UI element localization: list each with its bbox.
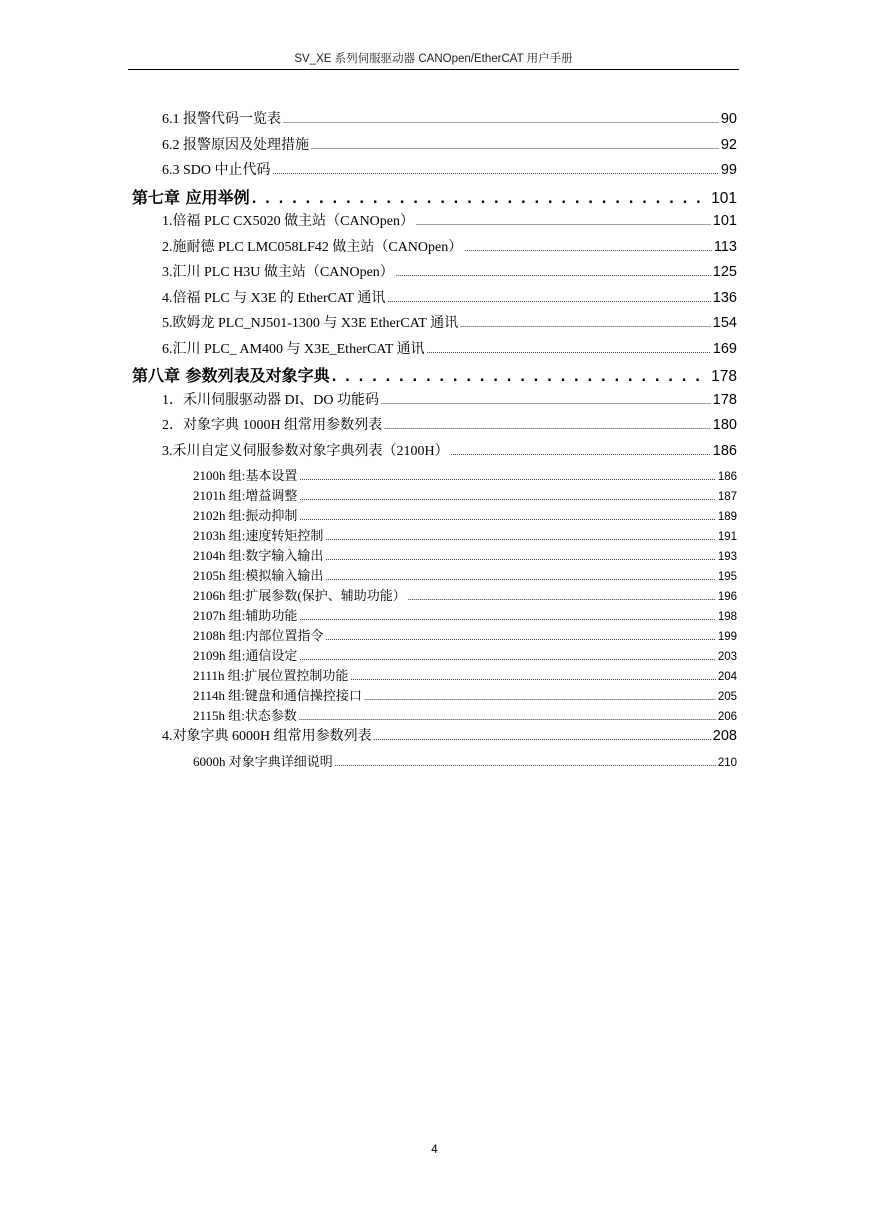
toc-entry-page: 92 [720,136,737,153]
toc-leader-dots [335,759,716,768]
toc-entry-title: 6.3 SDO 中止代码 [162,163,271,178]
toc-leader-dots [299,613,715,622]
toc-entry-page: 90 [720,111,737,127]
toc-leader-dots [451,448,711,457]
toc-entry-page: 180 [712,417,737,433]
toc-entry-page: 99 [720,162,737,178]
toc-entry-title: 2102h 组:振动抑制 [193,508,298,523]
toc-leader-dots [299,653,715,662]
toc-leader-dots [273,167,719,176]
toc-entry[interactable] [132,525,737,545]
toc-leader-dots [416,218,711,227]
toc-entry-page: 191 [717,531,737,543]
toc-leader-dots [325,533,715,542]
toc-leader-dots [325,553,715,562]
toc-entry-title: 2103h 组:速度转矩控制 [193,528,324,543]
toc-entry-title: 6000h 对象字典详细说明 [193,753,333,769]
toc-entry-page: 101 [712,213,737,229]
toc-leader-dots [299,493,715,502]
toc-entry-title: 2106h 组:扩展参数(保护、辅助功能） [193,588,406,603]
toc-entry[interactable] [132,625,737,645]
toc-entry-page: 210 [717,756,737,769]
toc-entry[interactable] [132,134,737,160]
toc-leader-dots [299,513,715,522]
toc-entry[interactable] [132,645,737,665]
toc-leader-dots [283,116,719,125]
toc-entry-page: 193 [717,551,737,563]
toc-entry-page: 189 [717,511,737,523]
toc-entry[interactable] [132,685,737,705]
toc-leader-dots [460,320,711,329]
toc-entry[interactable] [132,705,737,725]
toc-entry[interactable] [132,605,737,625]
toc-entry-title: 2114h 组:键盘和通信操控接口 [193,688,362,703]
toc-entry-page: 206 [717,711,737,723]
toc-entry-title: 4.对象字典 6000H 组常用参数列表 [162,729,372,744]
toc-entry-title: 第七章 应用举例 [132,187,250,207]
page-number: 4 [431,1144,438,1156]
header-divider [128,69,739,70]
toc-entry-page: 196 [717,591,737,603]
toc-entry[interactable] [132,565,737,585]
toc-entry-title: 2.施耐德 PLC LMC058LF42 做主站（CANOpen） [162,239,463,255]
toc-entry[interactable] [132,389,737,415]
toc-entry-title: 2．对象字典 1000H 组常用参数列表 [162,418,383,433]
toc-leader-dots [299,473,715,482]
toc-entry[interactable] [132,725,737,751]
toc-entry-title: 1.倍福 PLC CX5020 做主站（CANOpen） [162,214,415,229]
toc-entry-page: 198 [717,611,737,623]
toc-entry[interactable] [132,159,737,185]
page-header: SV_XE 系列伺服驱动器 CANOpen/EtherCAT 用户手册 [294,53,573,65]
toc-entry-page: 169 [712,340,737,357]
toc-entry-title: 第八章 参数列表及对象字典 [132,366,330,385]
toc-leader-dots [464,244,712,253]
toc-entry-title: 1．禾川伺服驱动器 DI、DO 功能码 [162,392,379,408]
toc-entry[interactable] [132,414,737,440]
toc-entry-page: 208 [712,728,737,744]
toc-entry[interactable] [132,665,737,685]
toc-entry-title: 5.欧姆龙 PLC_NJ501-1300 与 X3E EtherCAT 通讯 [162,316,459,331]
toc-chapter-entry[interactable] [132,363,737,389]
toc-leader-dots [387,295,710,304]
toc-entry[interactable] [132,485,737,505]
toc-leader-dots [332,370,710,385]
toc-entry[interactable] [132,338,737,364]
toc-entry[interactable] [132,585,737,605]
toc-entry-page: 101 [711,189,737,207]
table-of-contents [132,108,737,771]
toc-entry-page: 125 [712,264,737,280]
toc-leader-dots [299,713,716,722]
toc-entry[interactable] [132,545,737,565]
toc-entry[interactable] [132,236,737,262]
toc-entry-page: 136 [712,289,737,306]
toc-entry-page: 204 [717,671,737,683]
toc-entry-page: 199 [717,631,737,643]
toc-entry[interactable] [132,440,737,466]
toc-leader-dots [408,593,716,602]
toc-leader-dots [364,693,716,702]
toc-leader-dots [381,397,711,406]
toc-entry-title: 6.汇川 PLC_ AM400 与 X3E_EtherCAT 通讯 [162,341,425,357]
toc-entry-page: 178 [712,391,737,408]
toc-entry-title: 2115h 组:状态参数 [193,708,297,723]
toc-leader-dots [427,346,711,355]
toc-entry-title: 2108h 组:内部位置指令 [193,628,324,643]
toc-entry[interactable] [132,108,737,134]
toc-chapter-entry[interactable] [132,185,737,211]
toc-entry[interactable] [132,287,737,313]
toc-entry-title: 2109h 组:通信设定 [193,648,298,663]
toc-entry[interactable] [132,261,737,287]
toc-entry-title: 4.倍福 PLC 与 X3E 的 EtherCAT 通讯 [162,290,386,306]
toc-leader-dots [325,573,715,582]
toc-leader-dots [325,633,715,642]
toc-entry-title: 2104h 组:数字输入输出 [193,548,324,563]
toc-entry-page: 154 [712,315,737,331]
toc-leader-dots [374,733,711,742]
toc-entry-page: 113 [713,238,737,255]
toc-entry-title: 2107h 组:辅助功能 [193,608,298,623]
toc-leader-dots [350,673,715,682]
toc-entry[interactable] [132,751,737,771]
toc-entry[interactable] [132,465,737,485]
toc-entry-title: 3.汇川 PLC H3U 做主站（CANOpen） [162,265,394,280]
toc-entry[interactable] [132,210,737,236]
toc-entry-page: 205 [717,691,737,703]
toc-entry-title: 6.2 报警原因及处理措施 [162,137,309,153]
toc-entry-title: 2100h 组:基本设置 [193,468,298,483]
toc-entry-page: 203 [717,651,737,663]
toc-entry-page: 195 [717,571,737,583]
toc-entry-page: 187 [717,491,737,503]
toc-entry-page: 186 [712,442,737,459]
toc-entry-title: 6.1 报警代码一览表 [162,112,281,127]
toc-leader-dots [396,269,711,278]
toc-entry[interactable] [132,505,737,525]
toc-leader-dots [252,192,710,207]
toc-leader-dots [311,142,719,151]
toc-entry[interactable] [132,312,737,338]
toc-entry-title: 2101h 组:增益调整 [193,488,298,503]
toc-entry-title: 2111h 组:扩展位置控制功能 [193,668,349,683]
toc-entry-page: 186 [717,471,737,483]
toc-entry-page: 178 [711,368,737,385]
toc-entry-title: 3.禾川自定义伺服参数对象字典列表（2100H） [162,443,449,459]
toc-entry-title: 2105h 组:模拟输入输出 [193,568,324,583]
toc-leader-dots [384,422,711,431]
